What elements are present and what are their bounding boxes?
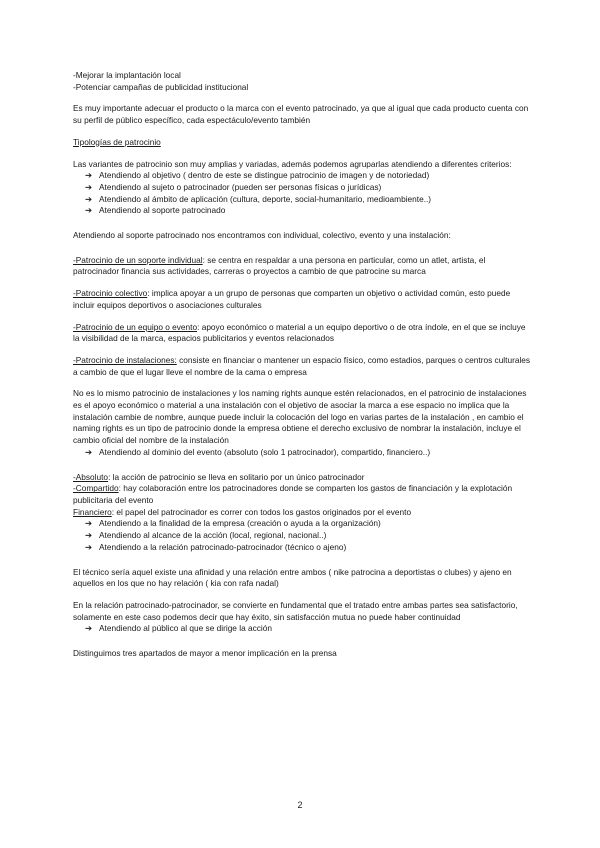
definition-instalaciones bbox=[73, 355, 533, 378]
definition-term: -Patrocinio de un equipo o evento bbox=[73, 321, 198, 332]
arrow-icon: ➔ bbox=[85, 170, 92, 181]
definition-text: : la acción de patrocinio se lleva en solitario por un único patrocinador bbox=[108, 471, 365, 482]
final-paragraph: Distinguimos tres apartados de mayor a menor implicación en la prensa bbox=[73, 648, 337, 659]
list-item-text: Atendiendo al soporte patrocinado bbox=[99, 205, 226, 216]
list-item bbox=[85, 194, 533, 206]
definition-text: : implica apoyar a un grupo de personas que comparten un objetivo o actividad común, esto puede incluir equipos deportivos o asociaciones culturales bbox=[73, 288, 511, 310]
section-heading: Tipologías de patrocinio bbox=[73, 136, 161, 147]
list-item-text: Atendiendo al sujeto o patrocinador (pueden ser personas físicas o jurídicas) bbox=[99, 181, 382, 192]
list-item-text: Atendiendo al ámbito de aplicación (cultura, deporte, social-humanitario, medioambiente..) bbox=[99, 193, 432, 204]
definition-compartido bbox=[73, 483, 533, 506]
arrow-icon: ➔ bbox=[85, 193, 92, 204]
list-item bbox=[85, 170, 533, 182]
list-item-text: Atendiendo a la finalidad de la empresa (creación o ayuda a la organización) bbox=[99, 518, 381, 529]
definition-evento bbox=[73, 322, 533, 345]
definition-colectivo bbox=[73, 288, 533, 311]
definition-term: -Patrocinio colectivo bbox=[73, 288, 148, 299]
definition-absoluto bbox=[73, 472, 533, 484]
list-item bbox=[85, 518, 533, 530]
importance-paragraph: Es muy importante adecuar el producto o la marca con el evento patrocinado, ya que al igual que cada producto cuenta con su perfil de público específico, cada espectáculo/evento también bbox=[73, 103, 529, 126]
arrow-icon: ➔ bbox=[85, 446, 92, 457]
definition-term: -Compartido bbox=[73, 483, 119, 494]
arrow-icon: ➔ bbox=[85, 205, 92, 216]
naming-paragraph: No es lo mismo patrocinio de instalaciones y los naming rights aunque estén relacionados, en el patrocinio de instalaciones es el apoyo económico o material a una instalación con el objetivo de asociar la marca a ese espacio no implica que la instalación cambie de nombre, aunque puede incluir la colocación del logo en varias partes de la instalación , en cambio el naming rights es un tipo de patrocinio donde la empresa obtiene el derecho exclusivo de nombrar la instalación, incluye el cambio oficial del nombre de la instalación bbox=[73, 388, 527, 446]
list-item bbox=[85, 205, 533, 217]
publico-list bbox=[73, 623, 533, 635]
dominio-list bbox=[73, 447, 533, 459]
list-item-text: Atendiendo a la relación patrocinado-patrocinador (técnico o ajeno) bbox=[99, 541, 347, 552]
intro-line: -Mejorar la implantación local bbox=[73, 70, 181, 80]
arrow-icon: ➔ bbox=[85, 541, 92, 552]
definition-financiero bbox=[73, 507, 533, 519]
definition-text: consiste en financiar o mantener un espacio físico, como estadios, parques o centros culturales a cambio de que el lugar lleve el nombre de la cama o empresa bbox=[73, 354, 531, 377]
list-item-text: Atendiendo al dominio del evento (absoluto (solo 1 patrocinador), compartido, financiero..) bbox=[99, 446, 431, 457]
arrow-icon: ➔ bbox=[85, 518, 92, 529]
definition-text: : apoyo económico o material a un equipo deportivo o de otra índole, en el que se incluye la visibilidad de la marca, espacios publicitarios y eventos relacionados bbox=[73, 321, 526, 344]
definition-text: : hay colaboración entre los patrocinadores donde se comparten los gastos de financiación y la explotación publicitaria del evento bbox=[73, 483, 513, 505]
page-number: 2 bbox=[297, 800, 303, 810]
definition-term: -Patrocinio de instalaciones: bbox=[73, 354, 177, 365]
list-item-text: Atendiendo al público al que se dirige la acción bbox=[99, 623, 272, 634]
list-item bbox=[85, 530, 533, 542]
list-item bbox=[85, 182, 533, 194]
soporte-intro: Atendiendo al soporte patrocinado nos encontramos con individual, colectivo, evento y una instalación: bbox=[73, 230, 451, 241]
definition-term: Financiero bbox=[73, 506, 112, 517]
definition-term: -Patrocinio de un soporte individual bbox=[73, 254, 203, 265]
list-item-text: Atendiendo al objetivo ( dentro de este se distingue patrocinio de imagen y de notoriedad) bbox=[99, 170, 430, 181]
list-item bbox=[85, 623, 533, 635]
definition-term: -Absoluto bbox=[73, 471, 109, 482]
variants-paragraph: Las variantes de patrocinio son muy amplias y variadas, además podemos agruparlas atendiendo a diferentes criterios: bbox=[73, 158, 512, 169]
relacion-paragraph: En la relación patrocinado-patrocinador, se convierte en fundamental que el tratado entre ambas partes sea satisfactorio, solamente en este caso podemos decir que hay éxito, sin satisfacción mutua no puede haber continuidad bbox=[73, 599, 518, 622]
list-item-text: Atendiendo al alcance de la acción (local, regional, nacional..) bbox=[99, 530, 327, 541]
definition-individual bbox=[73, 255, 533, 278]
more-criteria-list bbox=[73, 518, 533, 553]
tecnico-paragraph: El técnico sería aquel existe una afinidad y una relación entre ambos ( nike patrocina a deportistas o clubes) y ajeno en aquellos en los que no hay relación ( kia con rafa nadal) bbox=[73, 566, 512, 589]
intro-line: -Potenciar campañas de publicidad institucional bbox=[73, 81, 249, 92]
list-item bbox=[85, 447, 533, 459]
arrow-icon: ➔ bbox=[85, 530, 92, 541]
list-item bbox=[85, 542, 533, 554]
definition-text: : se centra en respaldar a una persona en particular, como un atlet, artista, el patrocinador financia sus actividades, carreras o proyectos a cambio de que patrocine su marca bbox=[73, 254, 486, 277]
arrow-icon: ➔ bbox=[85, 181, 92, 192]
document-page bbox=[73, 70, 533, 660]
arrow-icon: ➔ bbox=[85, 623, 92, 634]
criteria-list bbox=[73, 170, 533, 217]
definition-text: : el papel del patrocinador es correr con todos los gastos originados por el evento bbox=[111, 506, 412, 517]
